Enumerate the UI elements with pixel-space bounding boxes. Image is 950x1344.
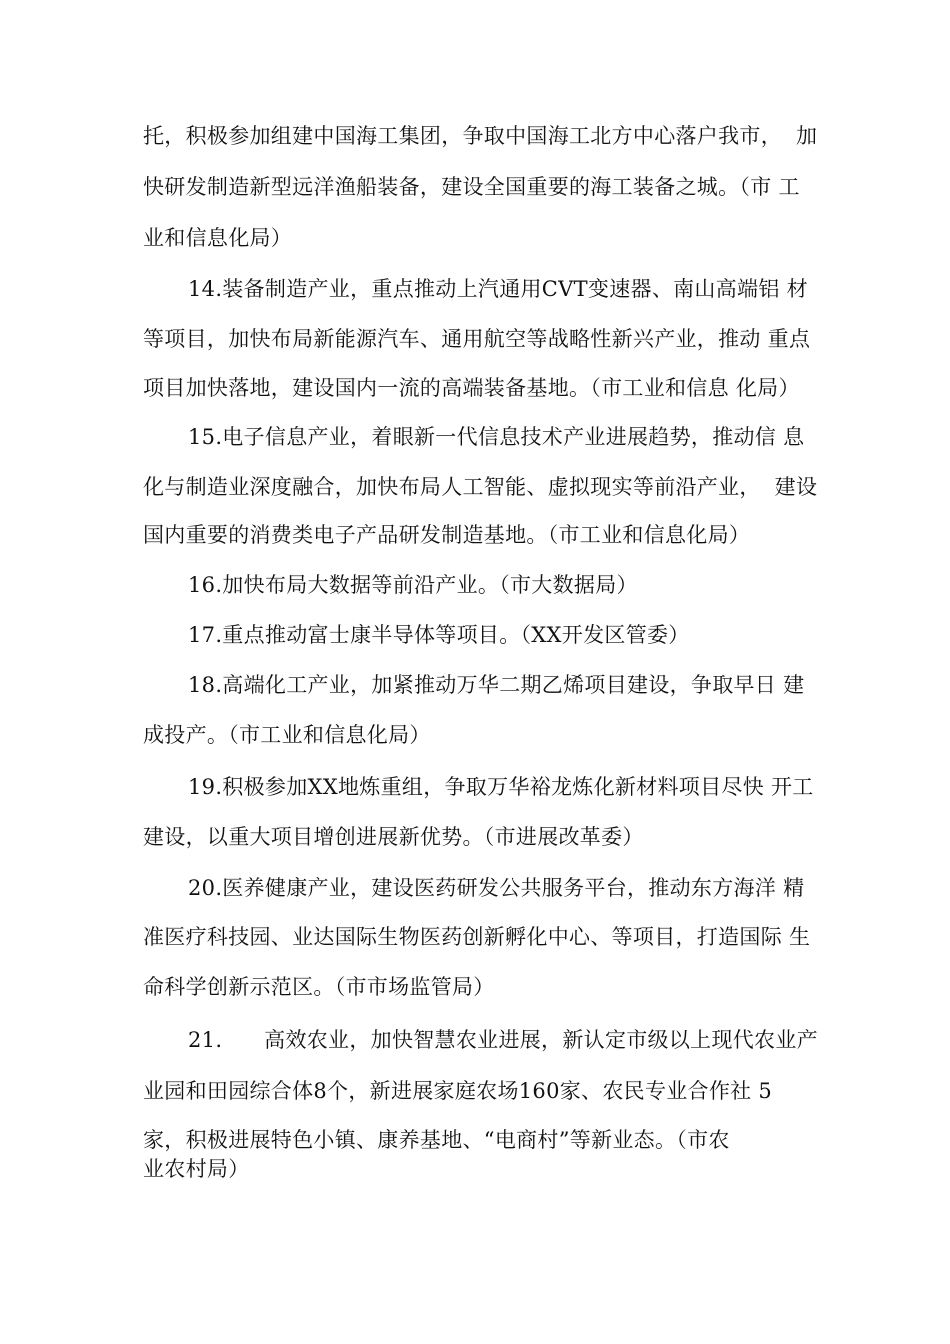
p16-line-1: 16.加快布局大数据等前沿产业。（市大数据局） xyxy=(188,573,638,597)
p15-line-2: 化与制造业深度融合，加快布局人工智能、虚拟现实等前沿产业， 建设 xyxy=(143,475,818,499)
p20-line-2: 准医疗科技园、业达国际生物医药创新孵化中心、等项目，打造国际 生 xyxy=(143,925,811,949)
p17-line-1: 17.重点推动富士康半导体等项目。（XX开发区管委） xyxy=(188,623,690,647)
p21-line-3: 家，积极进展特色小镇、康养基地、“电商村”等新业态。（市农 xyxy=(143,1128,730,1152)
p14-line-1: 14.装备制造产业，重点推动上汽通用CVT变速器、南山高端铝 材 xyxy=(188,277,808,301)
p18-line-2: 成投产。（市工业和信息化局） xyxy=(143,723,431,747)
p14-line-3: 项目加快落地，建设国内一流的高端装备基地。（市工业和信息 化局） xyxy=(143,376,800,400)
p21-line-4: 业农村局） xyxy=(143,1157,250,1181)
p13-line-1: 托，积极参加组建中国海工集团，争取中国海工北方中心落户我市， 加 xyxy=(143,124,818,148)
p19-line-1: 19.积极参加XX地炼重组，争取万华裕龙炼化新材料项目尽快 开工 xyxy=(188,775,814,799)
p20-line-3: 命科学创新示范区。（市市场监管局） xyxy=(143,975,495,999)
p15-line-3: 国内重要的消费类电子产品研发制造基地。（市工业和信息化局） xyxy=(143,523,751,547)
p21-line-2: 业园和田园综合体8个，新进展家庭农场160家、农民专业合作社 5 xyxy=(143,1079,773,1103)
p19-line-2: 建设，以重大项目增创进展新优势。（市进展改革委） xyxy=(143,825,644,849)
p15-line-1: 15.电子信息产业，着眼新一代信息技术产业进展趋势，推动信 息 xyxy=(188,425,805,449)
p14-line-2: 等项目，加快布局新能源汽车、通用航空等战略性新兴产业，推动 重点 xyxy=(143,327,811,351)
p13-line-2: 快研发制造新型远洋渔船装备，建设全国重要的海工装备之城。（市 工 xyxy=(143,175,800,199)
p21-line-1: 21. 高效农业，加快智慧农业进展，新认定市级以上现代农业产 xyxy=(188,1028,818,1052)
p13-line-3: 业和信息化局） xyxy=(143,226,293,250)
p18-line-1: 18.高端化工产业，加紧推动万华二期乙烯项目建设，争取早日 建 xyxy=(188,673,805,697)
p20-line-1: 20.医养健康产业，建设医药研发公共服务平台，推动东方海洋 精 xyxy=(188,876,805,900)
